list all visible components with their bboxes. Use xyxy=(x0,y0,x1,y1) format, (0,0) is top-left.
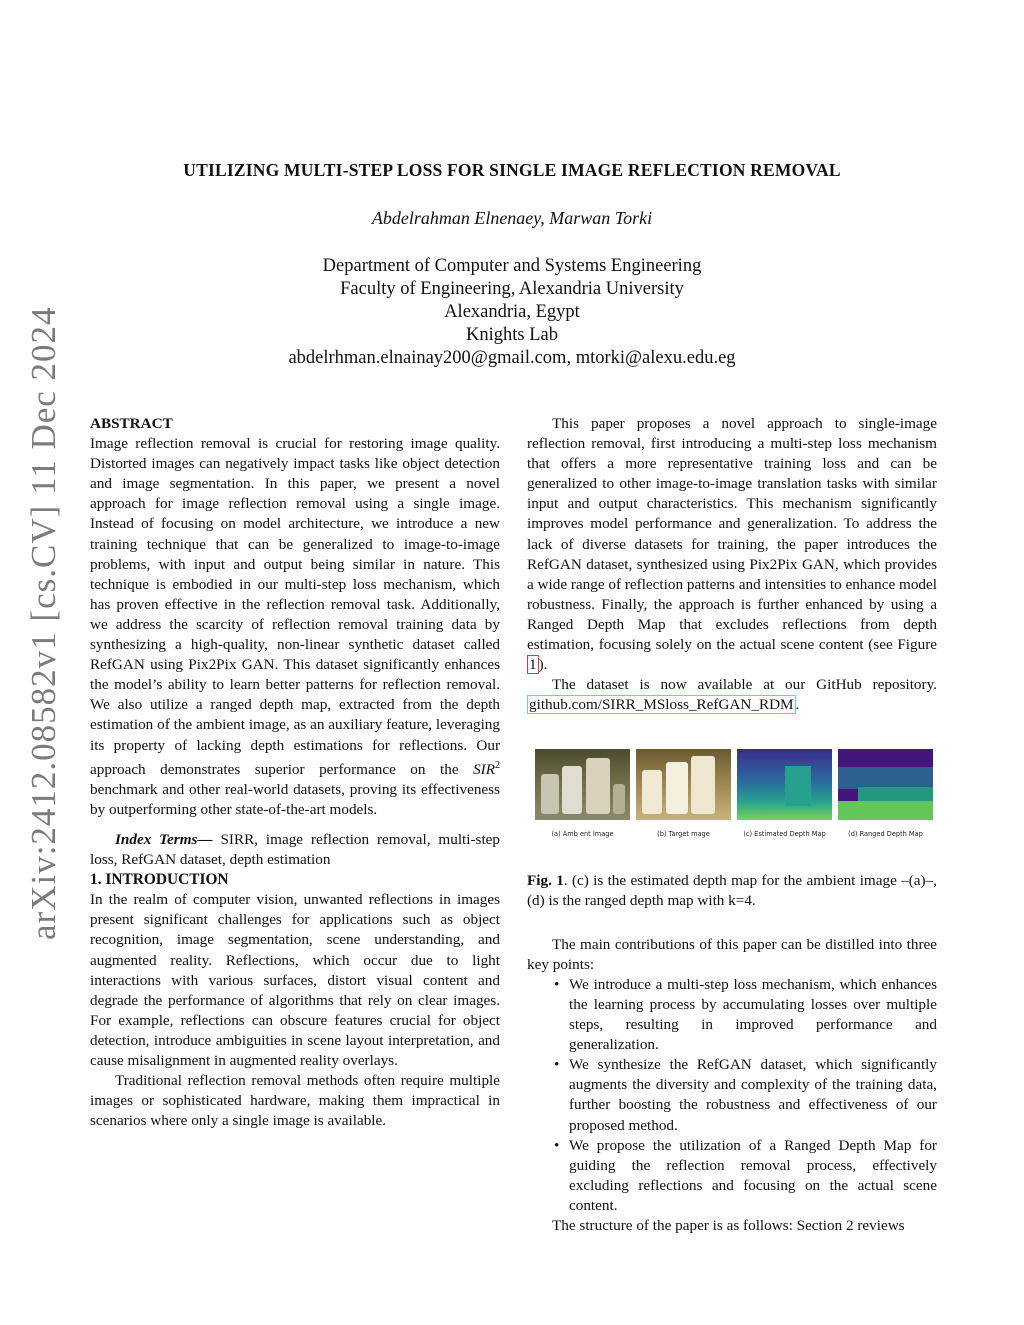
affiliation-faculty: Faculty of Engineering, Alexandria University xyxy=(340,279,684,299)
right-paragraph-1 xyxy=(527,414,937,675)
list-item: • We propose the utilization of a Ranged Depth Map for guiding the reflection removal process, effectively excluding reflections and focusing on the actual scene content. xyxy=(554,1136,937,1214)
figure-caption-b: (b) Target mage xyxy=(657,830,710,839)
arxiv-identifier: arXiv:2412.08582v1 [cs.CV] 11 Dec 2024 xyxy=(24,306,63,940)
list-item: • We introduce a multi-step loss mechanism, which enhances the learning process by accumulating losses over multiple steps, resulting in improved performance and generalization. xyxy=(554,975,937,1054)
intro-paragraph-2: Traditional reflection removal methods often require multiple images or sophisticated hardware, making them impractical in scenarios where only a single image is available. xyxy=(90,1072,500,1130)
paper-structure-text: The structure of the paper is as follows: Section 2 reviews xyxy=(552,1217,905,1234)
figure-panel-target xyxy=(636,749,731,844)
figure-1-label: Fig. 1 xyxy=(527,871,564,889)
figure-1-reference-link[interactable]: 1 xyxy=(529,656,537,674)
github-link-period: . xyxy=(795,696,800,714)
github-intro-text: The dataset is now available at our GitHub repository. xyxy=(552,676,937,694)
figure-caption-a: (a) Amb ent Image xyxy=(551,830,614,839)
intro-paragraph-1: In the realm of computer vision, unwanted reflections in images present significant challenges for applications such as object recognition, image segmentation, scene understanding, and augmented reality. Reflections, which occur due to light interactions with various surfaces, distort visual content and degrade the performance of algorithms that rely on clear images. For example, reflections can obscure features crucial for object detection, introduce ambiguities in scene layout interpretation, and cause misalignment in augmented reality overlays. xyxy=(90,891,500,1069)
ambient-image xyxy=(535,749,630,820)
right-paragraph-1-end: ). xyxy=(538,656,548,674)
github-repository-link[interactable]: github.com/SIRR_MSloss_RefGAN_RDM xyxy=(529,696,794,714)
index-terms xyxy=(90,830,500,870)
sir-symbol: SIR xyxy=(473,760,495,778)
figure-caption-c: (c) Estimated Depth Map xyxy=(743,830,826,839)
abstract-heading: ABSTRACT xyxy=(90,415,173,432)
figure-panel-ranged-depth xyxy=(838,749,933,844)
index-terms-label: Index Terms— xyxy=(115,830,213,848)
contributions-intro: The main contributions of this paper can be distilled into three key points: xyxy=(527,935,937,973)
contribution-1: We introduce a multi-step loss mechanism, which enhances the learning process by accumulating losses over multiple steps, resulting in improved performance and generalization. xyxy=(569,975,937,1054)
ranged-depth-map xyxy=(838,749,933,820)
right-paragraph-2 xyxy=(527,675,937,715)
contribution-3: We propose the utilization of a Ranged Depth Map for guiding the reflection removal process, effectively excluding reflections and focusing on the actual scene content. xyxy=(569,1136,937,1214)
left-column xyxy=(90,414,500,1131)
list-item: • We synthesize the RefGAN dataset, which significantly augments the diversity and complexity of the training data, further boosting the robustness and effectiveness of our proposed method. xyxy=(554,1056,937,1134)
figure-1-caption-text: . (c) is the estimated depth map for the ambient image –(a)–, (d) is the ranged depth map with k=4. xyxy=(527,871,937,909)
abstract-text-a: Image reflection removal is crucial for restoring image quality. Distorted images can negatively impact tasks like object detection and image segmentation. In this paper, we present a novel approach for image reflection removal using a single image. Instead of focusing on model architecture, we introduce a new training technique that can be generalized to image-to-image problems, with input and output being similar in nature. This technique is embodied in our multi-step loss mechanism, which has proven effective in the reflection removal task. Additionally, we address the scarcity of reflection removal training data by synthesizing a high-quality, non-linear synthetic dataset called RefGAN using Pix2Pix GAN. This dataset significantly enhances the model’s ability to learn better patterns for reflection removal. We also utilize a ranged depth map, extracted from the depth estimation of the ambient image, as an auxiliary feature, leveraging its property of lacking depth estimations for reflections. Our approach demonstrates superior performance on the xyxy=(90,435,500,778)
authors: Abdelrahman Elnenaey, Marwan Torki xyxy=(371,208,653,228)
affiliation-department: Department of Computer and Systems Engineering xyxy=(322,256,702,276)
figure-1-caption xyxy=(527,871,937,911)
figure-panel-estimated-depth xyxy=(737,749,832,844)
introduction-heading: 1. INTRODUCTION xyxy=(90,871,229,889)
right-paragraph-1-text: This paper proposes a novel approach to single-image reflection removal, first introducing a multi-step loss mechanism that offers a more representative training loss and can be generalized to other image-to-image translation tasks with similar input and output characteristics. This mechanism significantly improves model performance and generalization. To address the lack of diverse datasets for training, the paper introduces the RefGAN dataset, synthesized using Pix2Pix GAN, which provides a wide range of reflection patterns and intensities to enhance model robustness. Finally, the approach is further enhanced by using a Ranged Depth Map that excludes reflections from depth estimation, focusing solely on the actual scene content (see Figure xyxy=(527,415,937,654)
figure-panel-ambient xyxy=(535,749,630,844)
right-column xyxy=(527,414,937,1236)
target-image xyxy=(636,749,731,820)
contributions-list xyxy=(527,975,937,1216)
affiliation xyxy=(0,255,1024,370)
author-emails: abdelrhman.elnainay200@gmail.com, mtorki@alexu.edu.eg xyxy=(288,348,736,368)
sir-superscript: 2 xyxy=(495,759,500,771)
affiliation-location: Alexandria, Egypt xyxy=(444,302,580,322)
contribution-2: We synthesize the RefGAN dataset, which significantly augments the diversity and complexity of the training data, further boosting the robustness and effectiveness of our proposed method. xyxy=(569,1056,937,1134)
figure-caption-d: (d) Ranged Depth Map xyxy=(848,830,923,839)
abstract-text-b: benchmark and other real-world datasets, proving its effectiveness by outperforming other state-of-the-art models. xyxy=(90,780,500,818)
affiliation-lab: Knights Lab xyxy=(466,325,558,345)
paper-title: UTILIZING MULTI-STEP LOSS FOR SINGLE IMAGE REFLECTION REMOVAL xyxy=(183,160,841,180)
figure-1 xyxy=(535,749,937,844)
index-terms-text: SIRR, image reflection removal, multi-step loss, RefGAN dataset, depth estimation xyxy=(90,830,500,869)
abstract-text xyxy=(90,434,500,820)
estimated-depth-map xyxy=(737,749,832,820)
